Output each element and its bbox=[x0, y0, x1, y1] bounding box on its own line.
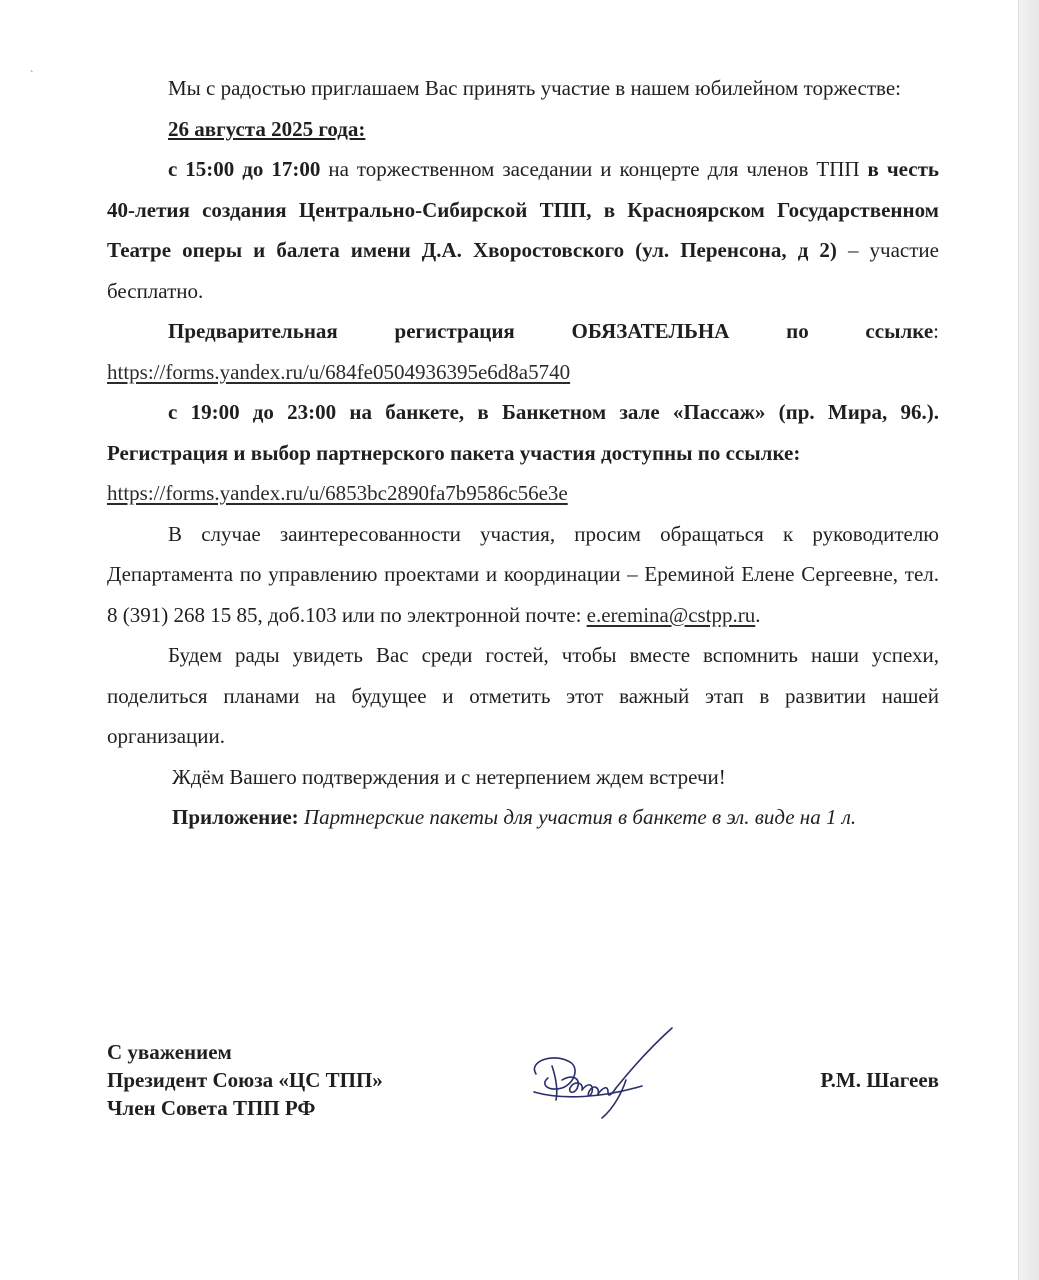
date-heading: 26 августа 2025 года: bbox=[168, 116, 366, 141]
attachment-text: Партнерские пакеты для участия в банкете в эл. виде на 1 л. bbox=[303, 805, 857, 829]
event2-link-line bbox=[107, 473, 939, 514]
contact-text: В случае заинтересованности участия, просим обращаться к руководителю Департамента по управлению проектами и координации – Ереминой Елене Сергеевне, тел. 8 (391) 268 15 85, доб.103 или по электронной почте: bbox=[107, 521, 939, 627]
registration1-link[interactable]: https://forms.yandex.ru/u/684fe0504936395e6d8a5740 bbox=[107, 359, 571, 384]
attachment-line bbox=[107, 797, 939, 838]
registration1-link-line bbox=[107, 352, 939, 393]
event1-time: с 15:00 до 17:00 bbox=[168, 157, 321, 181]
event1-paragraph bbox=[107, 149, 939, 311]
letter-body bbox=[107, 68, 939, 838]
confirmation-line: Ждём Вашего подтверждения и с нетерпением ждем встречи! bbox=[172, 764, 726, 789]
event2-link[interactable]: https://forms.yandex.ru/u/6853bc2890fa7b9586c56e3e bbox=[107, 481, 568, 505]
registration1-line bbox=[107, 311, 939, 352]
page-edge bbox=[1018, 0, 1039, 1280]
event1-bold: в честь 40-летия создания Центрально-Сибирской ТПП, в Красноярском Государственном Театре оперы и балета имени Д.А. Хворостовского (ул. Перенсона, д 2) bbox=[107, 157, 939, 262]
signatory-position bbox=[107, 1038, 383, 1122]
contact-paragraph bbox=[107, 514, 939, 636]
intro-paragraph: Мы с радостью приглашаем Вас принять участие в нашем юбилейном торжестве: bbox=[168, 76, 901, 100]
position-line-2: Член Совета ТПП РФ bbox=[107, 1096, 316, 1120]
attachment-label: Приложение: bbox=[172, 805, 299, 829]
closing-paragraph: Будем рады увидеть Вас среди гостей, чтобы вместе вспомнить наши успехи, поделиться планами на будущее и отметить этот важный этап в развитии нашей организации. bbox=[107, 643, 939, 748]
event1-tail: – участие бесплатно. bbox=[107, 238, 939, 303]
signatory-name: Р.М. Шагеев bbox=[820, 1068, 939, 1092]
event2-text: с 19:00 до 23:00 на банкете, в Банкетном зале «Пассаж» (пр. Мира, 96.). Регистрация и выбор партнерского пакета участия доступны по ссылке: bbox=[107, 400, 939, 465]
signature-block bbox=[107, 1038, 939, 1128]
contact-end: . bbox=[755, 602, 761, 627]
event2-paragraph bbox=[107, 392, 939, 473]
registration1-label: Предварительная регистрация ОБЯЗАТЕЛЬНА по ссылке bbox=[168, 319, 934, 343]
event1-lead: на торжественном заседании и концерте для членов ТПП bbox=[328, 157, 860, 181]
handwritten-signature bbox=[522, 1022, 692, 1132]
contact-email[interactable]: e.eremina@cstpp.ru bbox=[586, 602, 756, 627]
date-heading-line bbox=[107, 109, 939, 150]
scan-speck: ` bbox=[30, 70, 34, 81]
position-line-1: Президент Союза «ЦС ТПП» bbox=[107, 1068, 383, 1092]
registration1-colon: : bbox=[933, 319, 939, 343]
regards-line: С уважением bbox=[107, 1040, 232, 1064]
